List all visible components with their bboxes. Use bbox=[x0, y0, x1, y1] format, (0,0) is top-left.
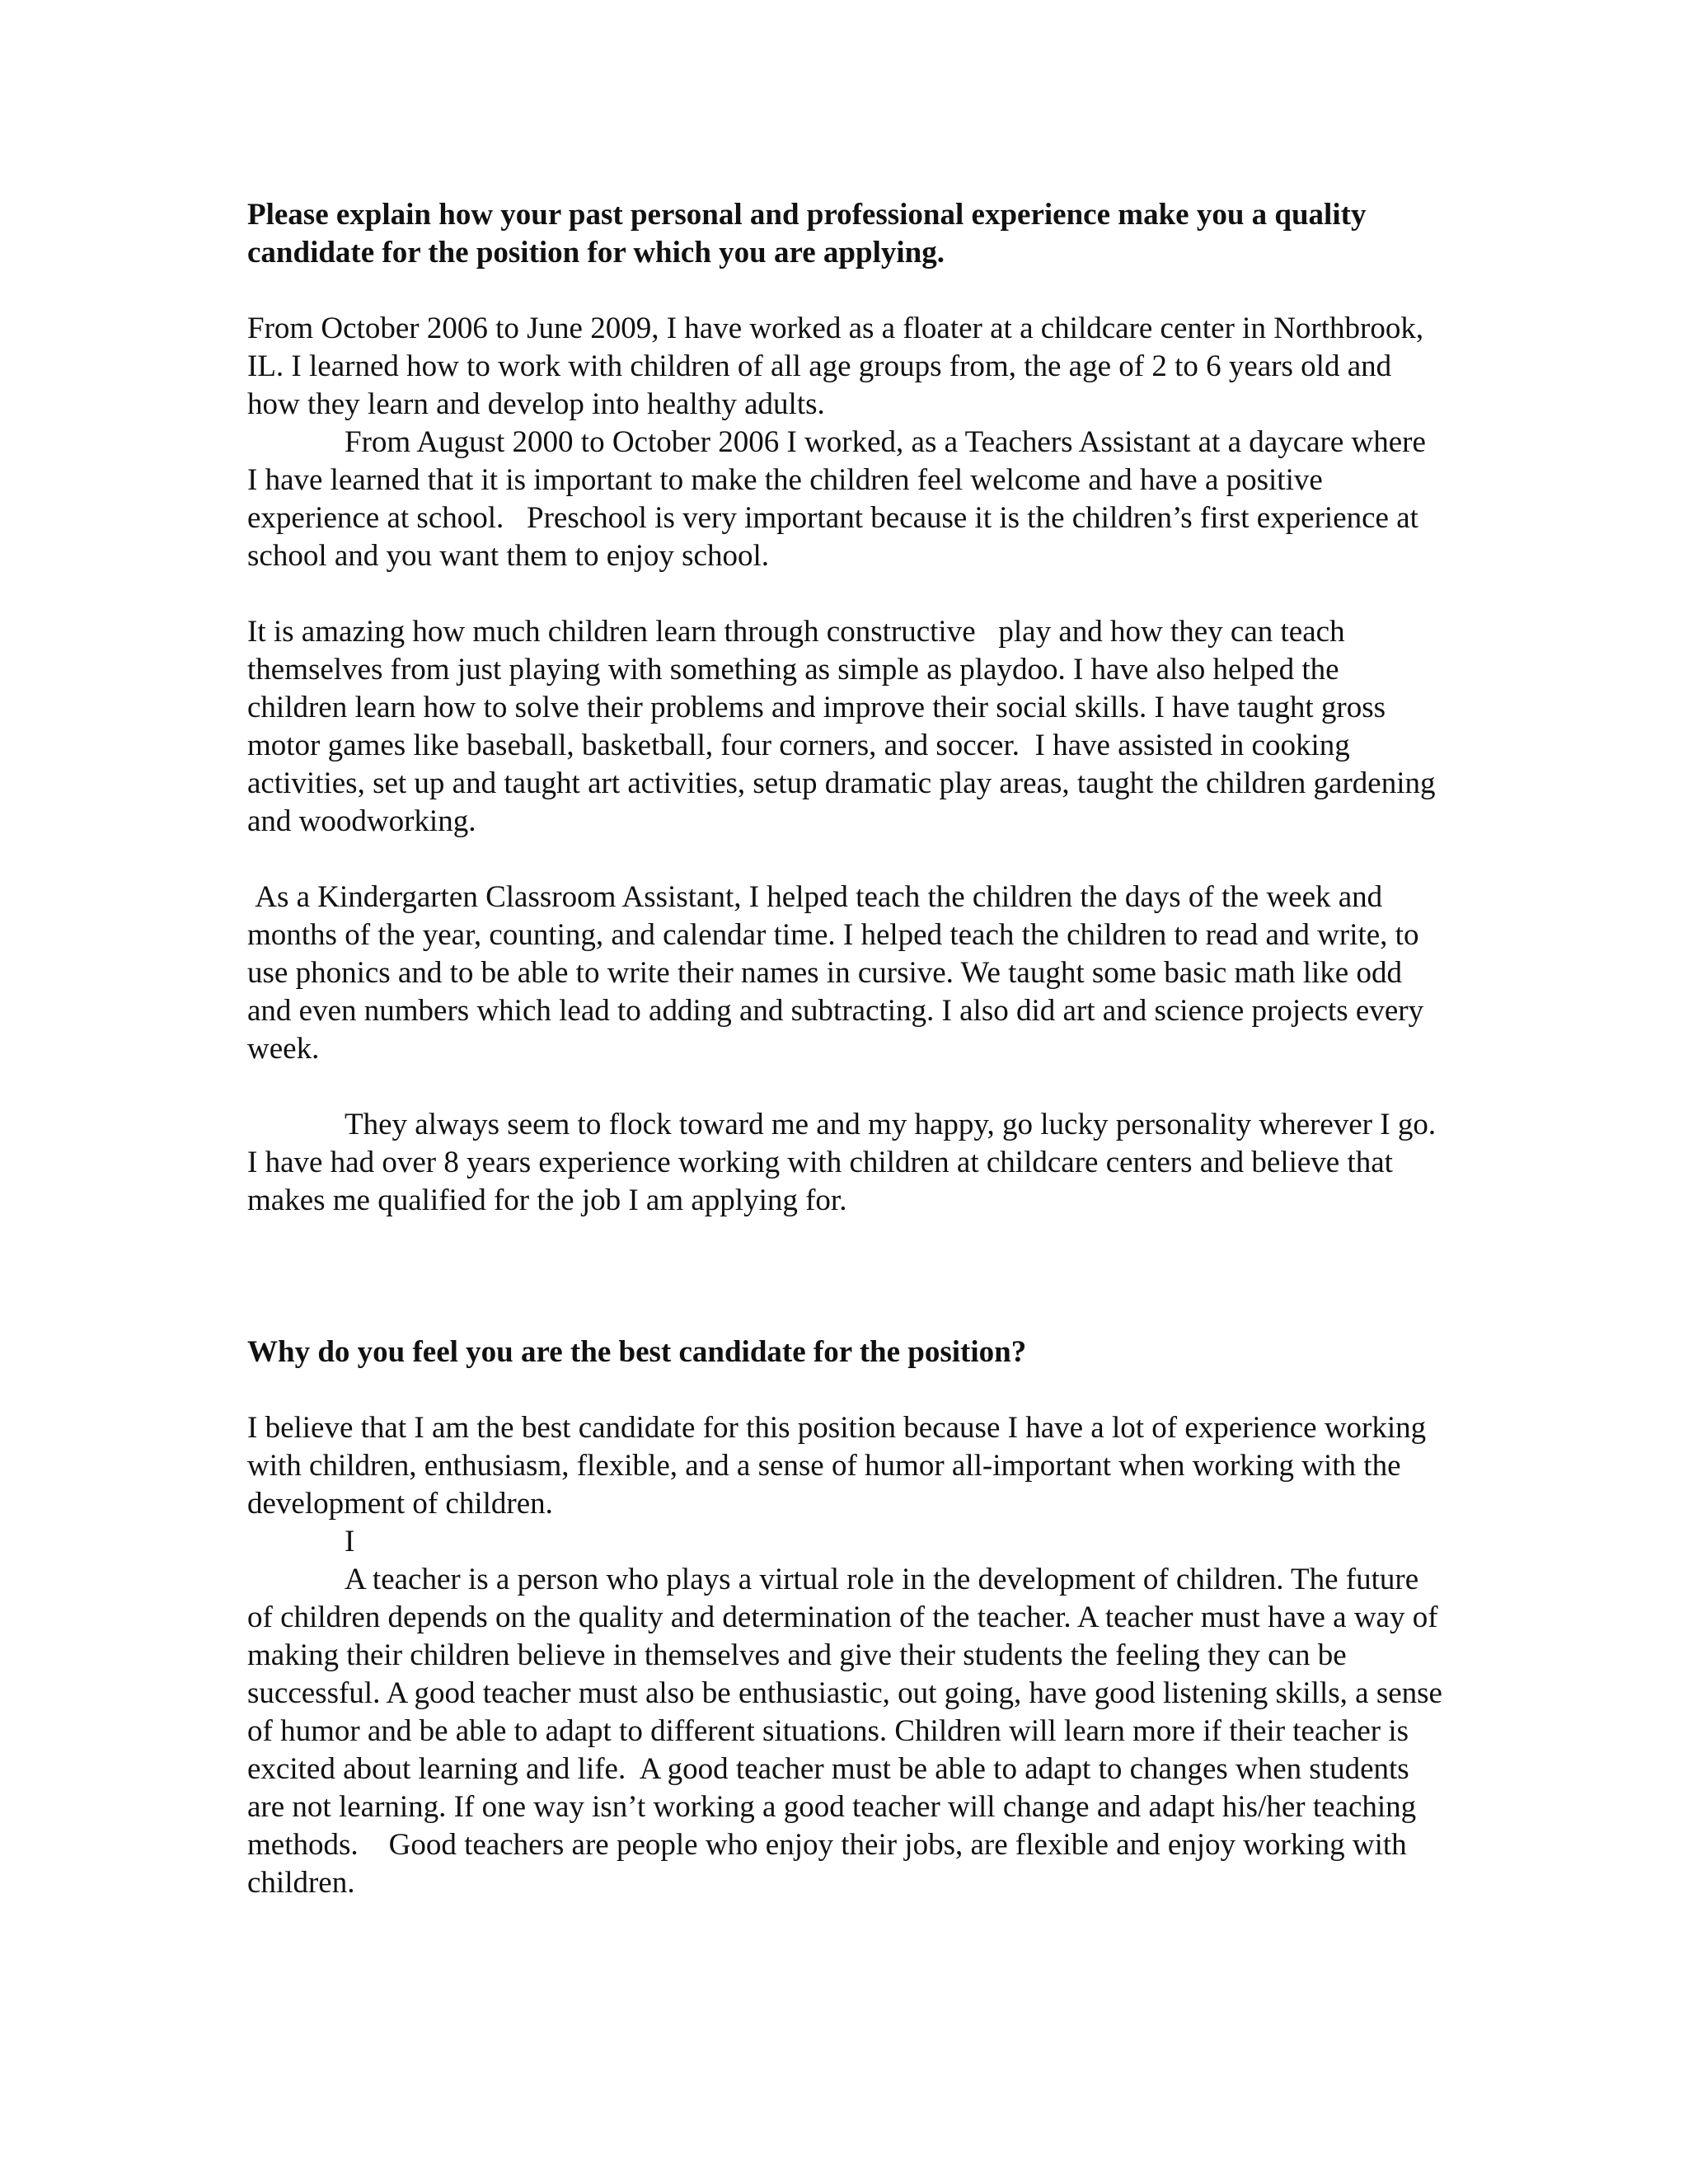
question-1-paragraph-1: From October 2006 to June 2009, I have worked as a floater at a childcare center in Northbrook, IL. I learned how to work with children of all age groups from, the age of 2 to 6 years old and how they learn and develop into healthy adults. bbox=[247, 312, 1432, 421]
spacer bbox=[247, 841, 1442, 879]
document-body bbox=[247, 196, 1451, 1902]
question-2-paragraph-3: A teacher is a person who plays a virtual role in the development of children. The future of children depends on the quality and determination of the teacher. A teacher must have a way of making their children believe in themselves and give their students the feeling they can be successful. A good teacher must also be enthusiastic, out going, have good listening skills, a sense of humor and be able to adapt to different situations. Children will learn more if their teacher is excited about learning and life. A good teacher must be able to adapt to changes when students are not learning. If one way isn’t working a good teacher will change and adapt his/her teaching methods. Good teachers are people who enjoy their jobs, are flexible and enjoy working with children. bbox=[247, 1563, 1451, 1900]
spacer bbox=[247, 575, 1442, 613]
spacer bbox=[247, 272, 1442, 310]
question-2-paragraph-2: I bbox=[345, 1525, 355, 1558]
spacer bbox=[247, 1068, 1442, 1106]
question-2-heading: Why do you feel you are the best candidate for the position? bbox=[247, 1335, 1027, 1369]
question-1-paragraph-2: From August 2000 to October 2006 I worked, as a Teachers Assistant at a daycare where I have learned that it is important to make the children feel welcome and have a positive experience at school. Preschool is very important because it is the children’s first experience at school and you want them to enjoy school. bbox=[247, 425, 1434, 573]
question-1-paragraph-4: As a Kindergarten Classroom Assistant, I helped teach the children the days of the week and months of the year, counting, and calendar time. I helped teach the children to read and write, to use phonics and to be able to write their names in cursive. We taught some basic math like odd and even numbers which lead to adding and subtracting. I also did art and science projects every week. bbox=[247, 880, 1432, 1066]
question-1-paragraph-5: They always seem to flock toward me and my happy, go lucky personality wherever I go. I have had over 8 years experience working with children at childcare centers and believe that makes me qualified for the job I am applying for. bbox=[247, 1108, 1451, 1217]
question-1-paragraph-3: It is amazing how much children learn through constructive play and how they can teach themselves from just playing with something as simple as playdoo. I have also helped the children learn how to solve their problems and improve their social skills. I have taught gross motor games like baseball, basketball, four corners, and soccer. I have assisted in cooking activities, set up and taught art activities, setup dramatic play areas, taught the children gardening and woodworking. bbox=[247, 615, 1443, 838]
spacer bbox=[247, 1371, 1442, 1409]
spacer bbox=[247, 1220, 1442, 1333]
question-2-paragraph-1: I believe that I am the best candidate for this position because I have a lot of experience working with children, enthusiasm, flexible, and a sense of humor all-important when working with the development of children. bbox=[247, 1411, 1434, 1521]
question-1-heading: Please explain how your past personal and professional experience make you a quality candidate for the position for which you are applying. bbox=[247, 198, 1374, 269]
